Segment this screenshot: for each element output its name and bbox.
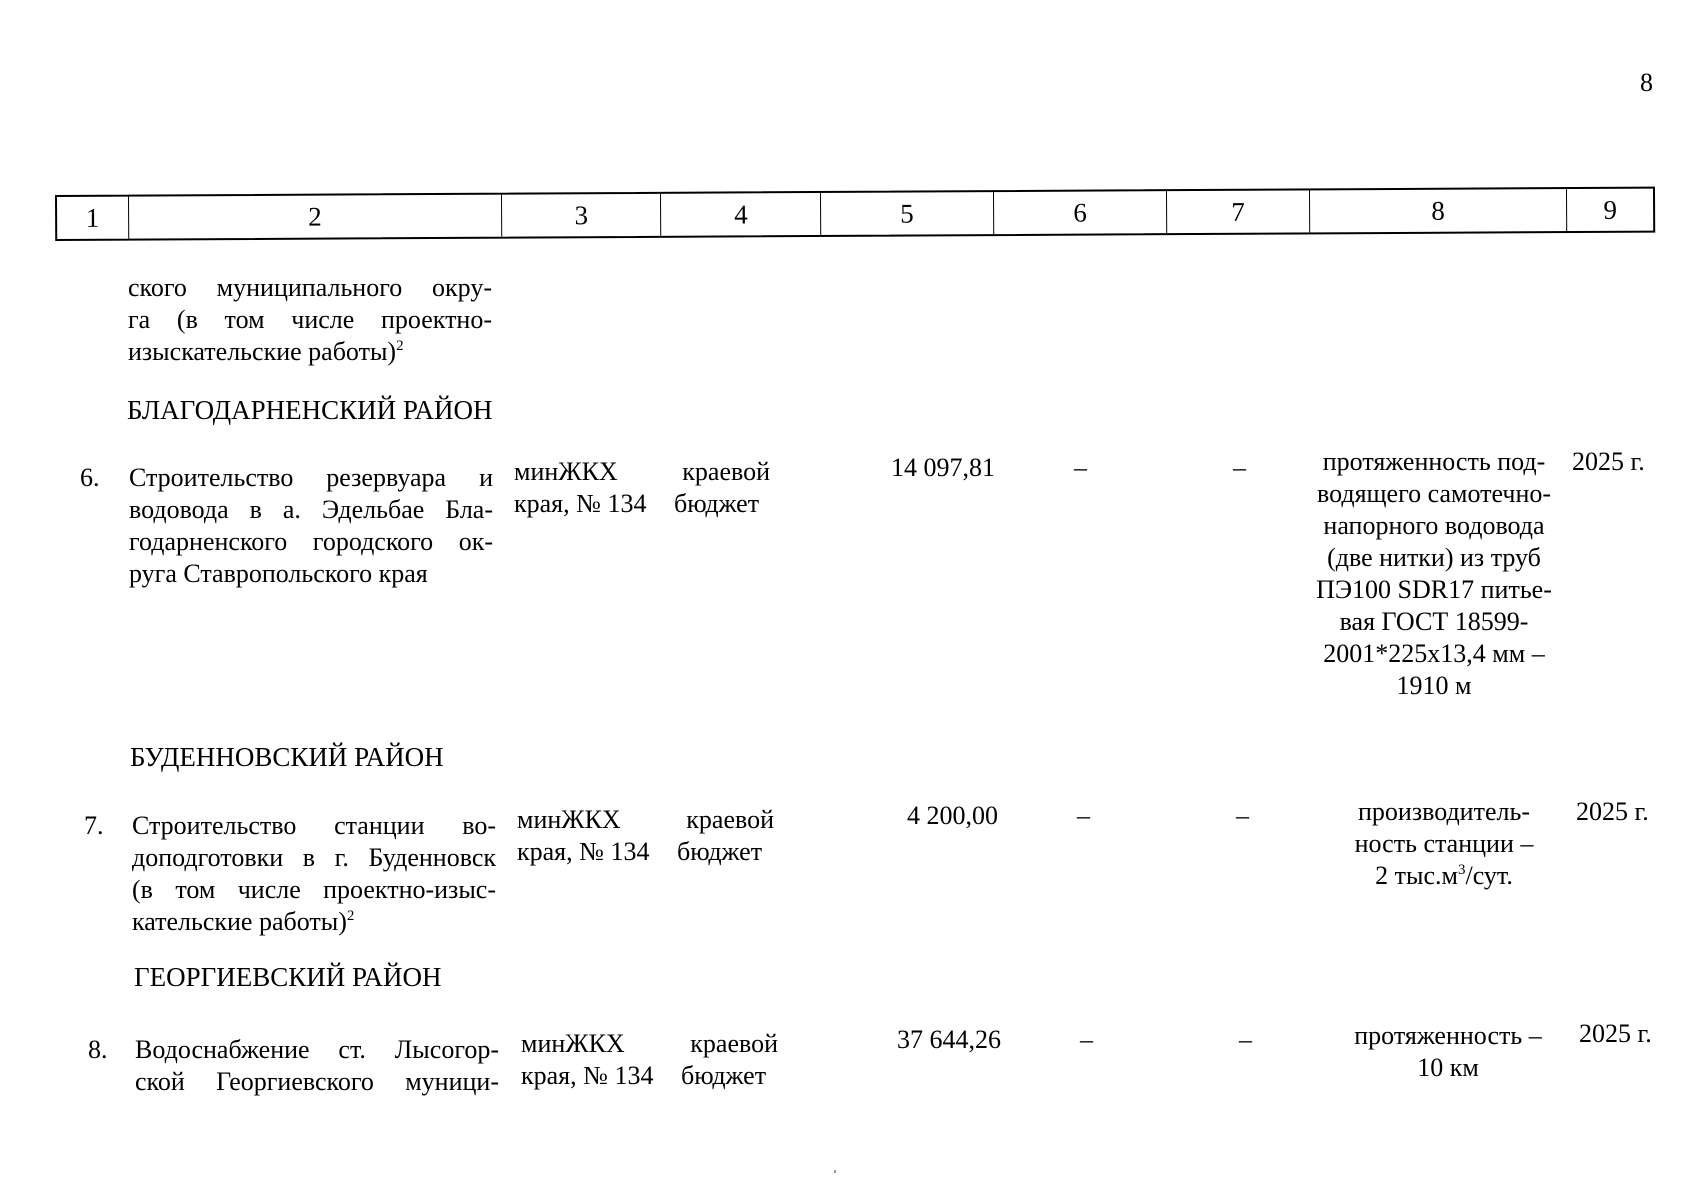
column-header-8: 8 [1310, 189, 1568, 232]
section-title-budennovsky: БУДЕННОВСКИЙ РАЙОН [130, 742, 444, 772]
row-result-line: 10 км [1417, 1053, 1479, 1082]
row-name-line: доподготовки в г. Буденновск [132, 843, 496, 872]
row-year: 2025 г. [1576, 797, 1649, 826]
column-header-6: 6 [994, 191, 1168, 234]
row-customer-line: минЖКХ [517, 805, 621, 834]
row-name-line: годарненского городского ок- [129, 527, 493, 556]
section-title-blagodarnensky: БЛАГОДАРНЕНСКИЙ РАЙОН [127, 395, 493, 425]
column-header-2: 2 [129, 195, 502, 239]
footnote-mark: 2 [346, 908, 355, 924]
row-source-line: бюджет [681, 1061, 767, 1090]
row-result-line: ность станции – [1354, 829, 1534, 858]
row-number: 7. [84, 811, 104, 840]
row-name-line: Строительство резервуара и [129, 463, 493, 492]
row-result-line: водящего самотечно- [1316, 479, 1552, 508]
row-amount: 37 644,26 [897, 1025, 1001, 1054]
row-number: 8. [88, 1035, 108, 1064]
row-col6: – [1080, 1025, 1093, 1054]
row-name-line: кательские работы)$^2$ [132, 907, 355, 936]
row-result-line: 2001*225x13,4 мм – [1323, 639, 1545, 668]
column-header-1: 1 [57, 197, 129, 239]
row-customer-line: минЖКХ [514, 457, 618, 486]
row-customer-line: края, № 134 [514, 489, 647, 518]
continuation-line-1: ского муниципального окру- [128, 273, 492, 302]
column-header-row [55, 187, 1655, 241]
row-source-line: бюджет [674, 489, 760, 518]
row-result-line: (две нитки) из труб [1327, 543, 1541, 572]
row-name-line: ской Георгиевского муници- [135, 1067, 499, 1096]
row-source-line: краевой [682, 457, 770, 486]
row-year: 2025 г. [1579, 1019, 1652, 1048]
row-amount: 4 200,00 [907, 801, 998, 830]
row-customer-line: минЖКХ [521, 1029, 625, 1058]
row-name-line: (в том числе проектно-изыс- [132, 875, 496, 904]
row-name-line: водовода в а. Эдельбае Бла- [129, 495, 493, 524]
row-name-line: Водоснабжение ст. Лысогор- [135, 1035, 499, 1064]
row-col7: – [1239, 1025, 1252, 1054]
row-amount: 14 097,81 [891, 453, 995, 482]
row-name-line: Строительство станции во- [132, 811, 496, 840]
row-result-line: 1910 м [1396, 671, 1472, 700]
row-customer-line: края, № 134 [521, 1061, 654, 1090]
column-header-4: 4 [661, 193, 821, 236]
row-result-line: вая ГОСТ 18599- [1339, 607, 1529, 636]
row-col7: – [1233, 453, 1246, 482]
row-result-line: протяженность – [1354, 1021, 1542, 1050]
row-result-line: ПЭ100 SDR17 питье- [1316, 575, 1552, 604]
scan-speck [834, 1170, 836, 1173]
column-header-5: 5 [821, 192, 994, 235]
row-number: 6. [80, 463, 100, 492]
row-source-line: краевой [686, 805, 774, 834]
row-result-line: протяженность под- [1322, 447, 1546, 476]
row-year: 2025 г. [1572, 447, 1645, 476]
section-title-georgievsky: ГЕОРГИЕВСКИЙ РАЙОН [134, 962, 442, 992]
row-source-line: бюджет [677, 837, 763, 866]
row-result-line: 2 $тыс.м^3$/сут. [1375, 861, 1513, 890]
column-header-3: 3 [502, 194, 662, 237]
row-col7: – [1236, 801, 1249, 830]
row-customer-line: края, № 134 [517, 837, 650, 866]
continuation-line-2: га (в том числе проектно- [128, 305, 492, 334]
row-source-line: краевой [690, 1029, 778, 1058]
row-result-line: напорного водовода [1323, 511, 1545, 540]
column-header-7: 7 [1167, 190, 1310, 233]
footnote-mark: 2 [396, 338, 404, 354]
column-header-9: 9 [1603, 194, 1618, 225]
page-number: 8 [1640, 68, 1653, 97]
row-col6: – [1077, 801, 1090, 830]
row-col6: – [1074, 453, 1087, 482]
row-result-line: производитель- [1358, 797, 1530, 826]
row-name-line: руга Ставропольского края [129, 559, 428, 588]
continuation-line-3: изыскательские работы)$^2$ [128, 337, 404, 366]
